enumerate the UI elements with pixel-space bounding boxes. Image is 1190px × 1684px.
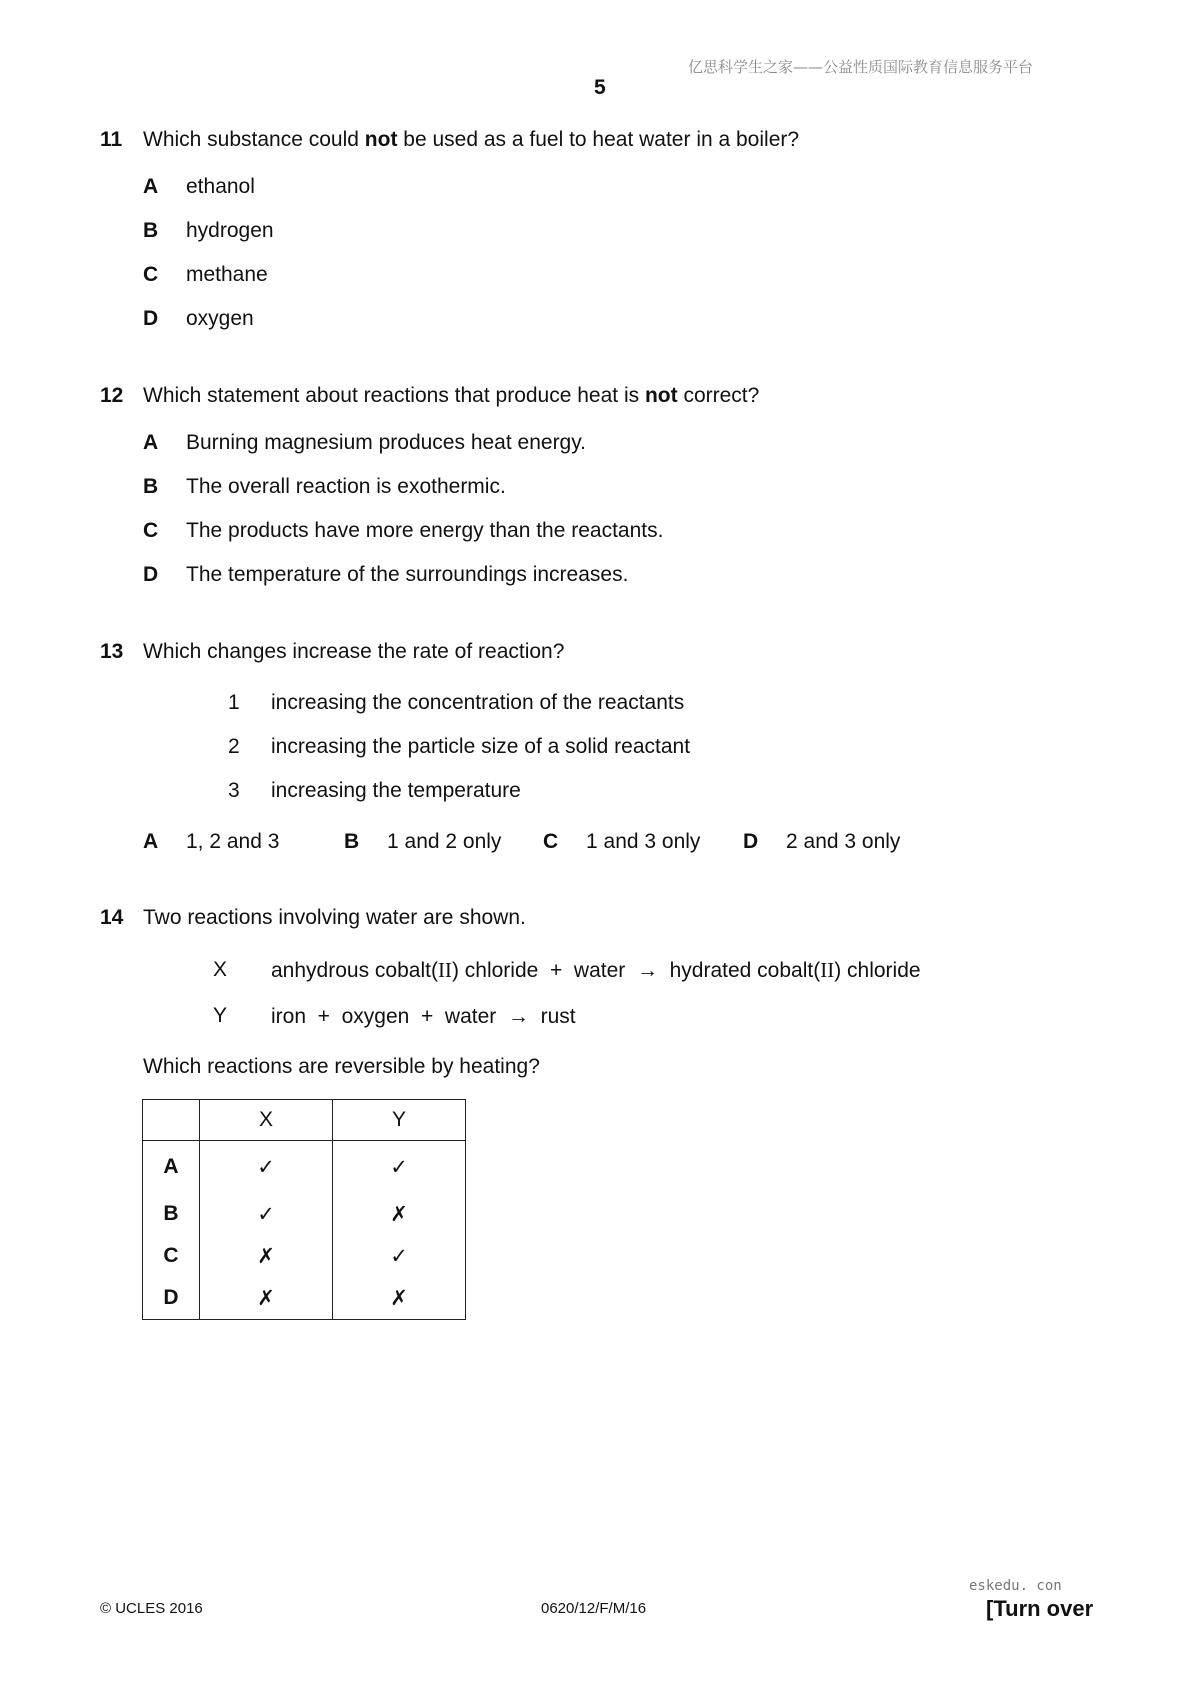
mark-icon: ✓ bbox=[333, 1141, 466, 1194]
option-letter: B bbox=[344, 830, 360, 853]
statement-number: 2 bbox=[228, 735, 240, 758]
question-number: 13 bbox=[100, 640, 124, 663]
option-letter: D bbox=[743, 830, 759, 853]
question-stem: Which statement about reactions that produce heat is not correct? bbox=[143, 384, 760, 407]
eskedu-watermark: eskedu. con bbox=[969, 1578, 1062, 1594]
question-prompt: Which reactions are reversible by heating? bbox=[143, 1055, 540, 1078]
page-number: 5 bbox=[594, 76, 606, 99]
option-letter: B bbox=[143, 475, 159, 498]
question-stem: Two reactions involving water are shown. bbox=[143, 906, 526, 929]
statement-text: increasing the concentration of the reactants bbox=[271, 691, 685, 714]
reaction-label: X bbox=[213, 958, 228, 981]
arrow-icon: → bbox=[507, 1004, 529, 1028]
mark-icon: ✗ bbox=[200, 1277, 333, 1320]
table-row bbox=[143, 1141, 466, 1194]
option-text: oxygen bbox=[186, 307, 254, 330]
option-letter: A bbox=[143, 830, 159, 853]
watermark-text: 亿思科学生之家——公益性质国际教育信息服务平台 bbox=[688, 58, 1034, 76]
statement-text: increasing the temperature bbox=[271, 779, 521, 802]
mark-icon: ✓ bbox=[200, 1193, 333, 1235]
mark-icon: ✗ bbox=[333, 1277, 466, 1320]
question-stem: Which substance could not be used as a fuel to heat water in a boiler? bbox=[143, 128, 800, 151]
statement-number: 1 bbox=[228, 691, 240, 714]
reaction-equation: anhydrous cobalt(II) chloride + water → hydrated cobalt(II) chloride bbox=[271, 958, 921, 982]
copyright: © UCLES 2016 bbox=[100, 1600, 203, 1617]
option-text: 1 and 2 only bbox=[387, 830, 502, 853]
option-text: 1, 2 and 3 bbox=[186, 830, 280, 853]
option-letter: D bbox=[143, 563, 159, 586]
answer-table bbox=[142, 1099, 466, 1320]
option-text: 1 and 3 only bbox=[586, 830, 701, 853]
table-header-cell bbox=[143, 1100, 200, 1141]
turn-over: [Turn over bbox=[986, 1596, 1094, 1621]
option-text: hydrogen bbox=[186, 219, 274, 242]
row-letter: A bbox=[143, 1141, 200, 1194]
option-letter: A bbox=[143, 175, 159, 198]
option-text: The products have more energy than the reactants. bbox=[186, 519, 664, 542]
option-letter: C bbox=[143, 519, 159, 542]
row-letter: B bbox=[143, 1193, 200, 1235]
option-letter: C bbox=[543, 830, 559, 853]
option-letter: C bbox=[143, 263, 159, 286]
row-letter: C bbox=[143, 1235, 200, 1277]
table-header-cell: X bbox=[200, 1100, 333, 1141]
statement-number: 3 bbox=[228, 779, 240, 802]
option-text: 2 and 3 only bbox=[786, 830, 901, 853]
table-row bbox=[143, 1235, 466, 1277]
option-text: ethanol bbox=[186, 175, 255, 198]
statement-text: increasing the particle size of a solid reactant bbox=[271, 735, 691, 758]
option-letter: D bbox=[143, 307, 159, 330]
table-row bbox=[143, 1193, 466, 1235]
option-text: methane bbox=[186, 263, 268, 286]
row-letter: D bbox=[143, 1277, 200, 1320]
reaction-equation: iron + oxygen + water → rust bbox=[271, 1004, 576, 1028]
mark-icon: ✗ bbox=[333, 1193, 466, 1235]
question-number: 12 bbox=[100, 384, 124, 407]
paper-code: 0620/12/F/M/16 bbox=[541, 1600, 647, 1617]
mark-icon: ✓ bbox=[333, 1235, 466, 1277]
table-header-cell: Y bbox=[333, 1100, 466, 1141]
table-row bbox=[143, 1277, 466, 1320]
option-letter: A bbox=[143, 431, 159, 454]
mark-icon: ✓ bbox=[200, 1141, 333, 1194]
option-text: Burning magnesium produces heat energy. bbox=[186, 431, 587, 454]
option-text: The overall reaction is exothermic. bbox=[186, 475, 506, 498]
question-11 bbox=[100, 128, 122, 152]
option-text: The temperature of the surroundings increases. bbox=[186, 563, 629, 586]
option-letter: B bbox=[143, 219, 159, 242]
arrow-icon: → bbox=[636, 958, 658, 982]
table-header-row bbox=[143, 1100, 466, 1141]
question-number: 11 bbox=[100, 128, 123, 151]
mark-icon: ✗ bbox=[200, 1235, 333, 1277]
question-number: 14 bbox=[100, 906, 124, 929]
question-stem: Which changes increase the rate of reaction? bbox=[143, 640, 565, 663]
reaction-label: Y bbox=[213, 1004, 228, 1027]
